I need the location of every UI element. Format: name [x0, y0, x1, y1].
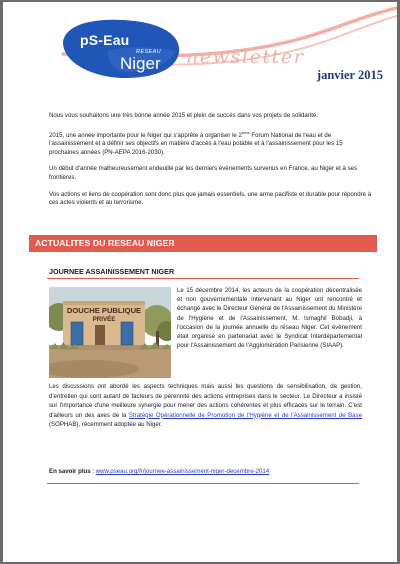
logo-name: pS-Eau — [80, 32, 130, 48]
issue-date: janvier 2015 — [316, 68, 383, 82]
article-title-row — [47, 264, 359, 279]
logo-network-label: RESEAU — [136, 49, 162, 55]
read-more-label: En savoir plus — [49, 468, 91, 475]
article-body-end: (SOPHAB), récemment adoptée au Niger. — [49, 421, 163, 428]
article-intro-text: Le 15 décembre 2014, les acteurs de la coopération décentralisée et non gouvernementale intervenant au Niger ont rencontré et échangé avec le Directeur Général de l'Assainissement du Ministère de l'Hygiène et de l'Assainissement, M. Ismaghil Bobadji, à l'occasion de la journée annuelle du réseau Niger. Cet évènement était organisé en partenariat avec le Syndicat Interdépartemental pour l'Assainissement de l'Agglomération Parisienne (SIAAP). — [177, 287, 362, 350]
intro-p2-start: 2015, une année importante pour le Niger qui s'apprête à organiser le 2 — [49, 131, 242, 139]
intro-paragraph — [49, 129, 373, 158]
article-body-start: Les discussions ont abordé les aspects techniques mais aussi les questions de sensibilisation, de gestion, d'entretien qui sont autant de facteurs de pérennité des actions entreprises dans le secteur. Le Directeur a insisté sur l'importance d'une meilleure synergie pour mener des actions cohérentes et plus efficaces sur le terrain. C'est d'ailleurs un des axes de la — [49, 383, 362, 419]
newsletter-page — [3, 2, 397, 562]
public-shower-building-photo — [49, 287, 171, 378]
photo-sign-line2: PRIVÉE — [92, 316, 116, 323]
read-more-line — [49, 468, 362, 475]
photo-sign-line1: DOUCHE PUBLIQUE — [66, 306, 142, 315]
intro-p2-end: Forum National de l'eau et de l'assainissement et à définir ses objectifs en matière d'accès à l'eau potable et à l'assainissement pour les 15 prochaines années (PN-AEPA 2016-2030). — [49, 131, 343, 156]
intro-paragraph: Nous vous souhaitons une très bonne année 2015 et plein de succès dans vos projets de solidarité. — [49, 112, 318, 119]
newsletter-word: newsletter — [186, 46, 305, 68]
strategy-link[interactable]: Stratégie Opérationnelle de Promotion de l'Hygiène et de l'Assainissement de Base — [128, 411, 362, 419]
article-divider — [47, 483, 359, 484]
intro-paragraph: Un début d'année malheureusement endeuillé par les derniers événements survenus en France, au Niger et à ses frontières. — [49, 165, 358, 181]
read-more-separator: : — [90, 468, 96, 475]
intro-paragraph: Vos actions et liens de coopération sont donc plus que jamais essentiels, une arme pacifiste et durable pour répondre à ces actes violents et au terrorisme. — [49, 190, 372, 207]
logo-country: Niger — [120, 54, 161, 73]
ordinal-superscript: ème — [241, 129, 250, 135]
section-heading: ACTUALITES DU RESEAU NIGER — [29, 235, 377, 252]
newsletter-header — [3, 2, 397, 94]
read-more-link[interactable]: www.pseau.org/fr/journee-assainissement-niger-decembre-2014 — [95, 468, 270, 475]
article-body — [49, 382, 362, 430]
article-title: JOURNEE ASSAINISSEMENT NIGER — [49, 267, 175, 276]
intro-text — [49, 112, 373, 216]
